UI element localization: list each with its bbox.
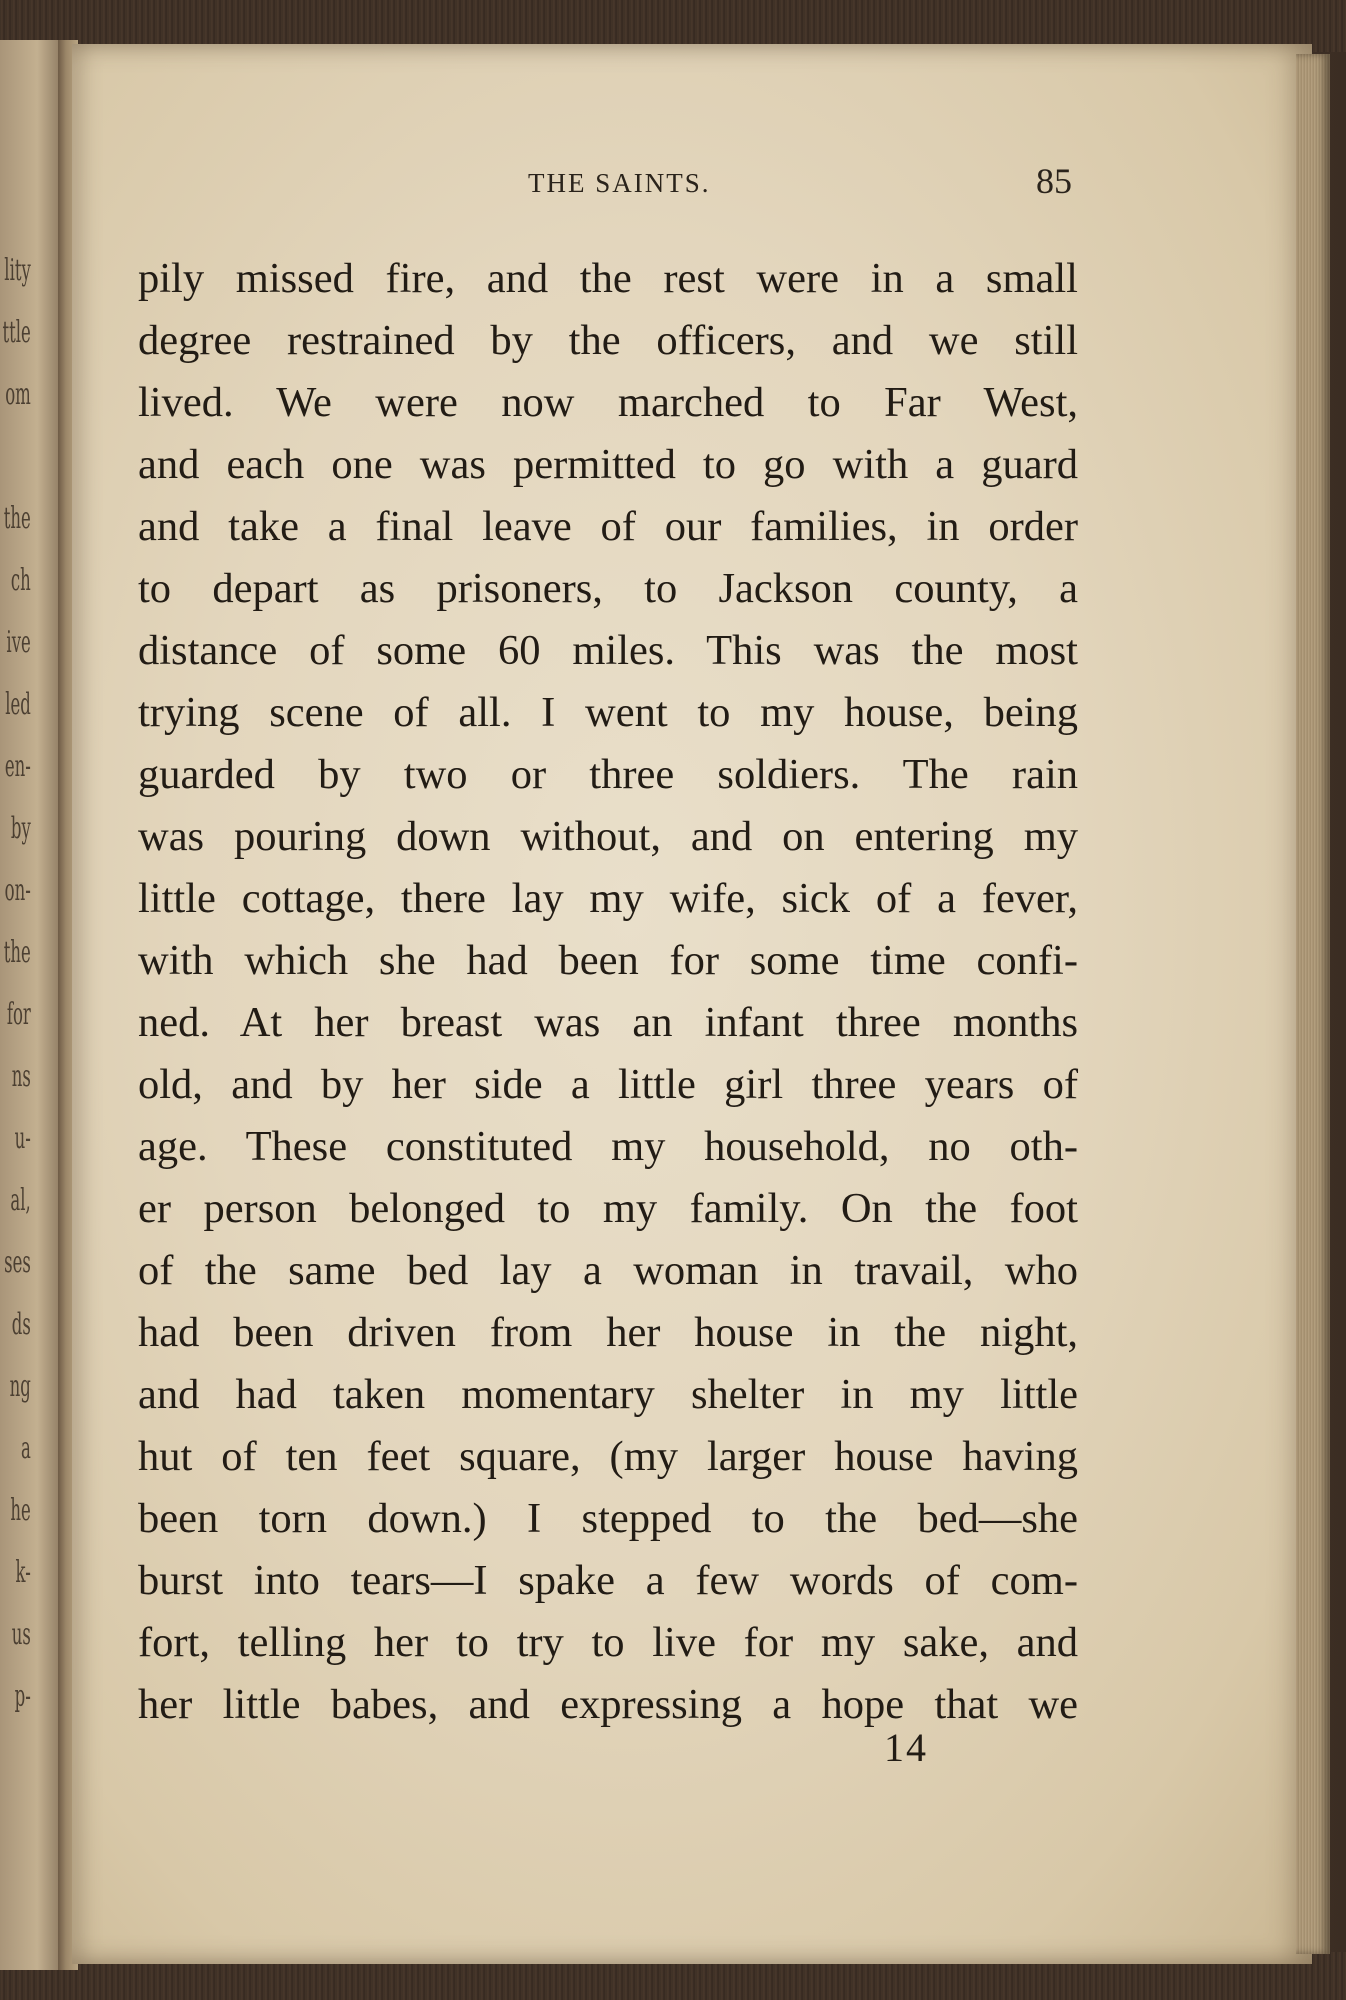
facing-page-fragment: lity xyxy=(4,253,31,288)
text-line: to depart as prisoners, to Jackson county, a xyxy=(138,565,1078,612)
page-edge-stack xyxy=(1296,54,1330,1954)
text-line: er person belonged to my family. On the foot xyxy=(138,1185,1078,1232)
text-line: hut of ten feet square, (my larger house having xyxy=(138,1433,1078,1480)
text-line: pily missed fire, and the rest were in a small xyxy=(138,255,1078,302)
facing-page-fragment: on- xyxy=(4,873,31,908)
facing-page-fragment: ses xyxy=(4,1245,31,1280)
facing-page-fragment: ds xyxy=(11,1307,31,1342)
facing-page-fragment: k- xyxy=(15,1555,31,1590)
page-number: 85 xyxy=(1036,161,1072,201)
facing-page-fragment: p- xyxy=(14,1679,31,1714)
text-line: old, and by her side a little girl three years of xyxy=(138,1061,1078,1108)
text-line: burst into tears—I spake a few words of com- xyxy=(138,1557,1078,1604)
facing-page-fragment: by xyxy=(10,811,31,846)
facing-page-fragment: ch xyxy=(10,563,31,598)
running-head: THE SAINTS. xyxy=(528,168,711,198)
text-line: and had taken momentary shelter in my little xyxy=(138,1371,1078,1418)
text-line: fort, telling her to try to live for my sake, and xyxy=(138,1619,1078,1666)
text-line: been torn down.) I stepped to the bed—she xyxy=(138,1495,1078,1542)
text-line: guarded by two or three soldiers. The rain xyxy=(138,751,1078,798)
text-line: had been driven from her house in the night, xyxy=(138,1309,1078,1356)
text-line: trying scene of all. I went to my house, being xyxy=(138,689,1078,736)
signature-mark: 14 xyxy=(884,1725,928,1770)
text-line: lived. We were now marched to Far West, xyxy=(138,379,1078,426)
facing-page-fragment: ns xyxy=(11,1059,31,1094)
facing-page-fragment: us xyxy=(11,1617,31,1652)
facing-page-fragment: ttle xyxy=(2,315,31,350)
facing-page-fragment: al, xyxy=(10,1183,31,1218)
facing-page-fragment: the xyxy=(3,501,31,536)
text-line: degree restrained by the officers, and we still xyxy=(138,317,1078,364)
text-line: distance of some 60 miles. This was the most xyxy=(138,627,1078,674)
text-line: was pouring down without, and on entering my xyxy=(138,813,1078,860)
text-line: and each one was permitted to go with a guard xyxy=(138,441,1078,488)
facing-page-fragment: for xyxy=(6,997,31,1032)
facing-page-fragment: led xyxy=(5,687,31,722)
facing-page-fragment: the xyxy=(3,935,31,970)
facing-page-fragment xyxy=(0,426,34,488)
facing-page-sliver xyxy=(0,40,62,1970)
facing-page-fragment: om xyxy=(5,377,31,412)
facing-page-fragment: a xyxy=(20,1431,31,1466)
facing-page-fragment: ng xyxy=(9,1369,31,1404)
facing-page-fragment: en- xyxy=(4,749,31,784)
text-line: and take a final leave of our families, in order xyxy=(138,503,1078,550)
text-line: little cottage, there lay my wife, sick of a fever, xyxy=(138,875,1078,922)
text-line: of the same bed lay a woman in travail, who xyxy=(138,1247,1078,1294)
text-line: her little babes, and expressing a hope that we xyxy=(138,1681,1078,1728)
facing-page-fragment: ive xyxy=(6,625,31,660)
text-line: with which she had been for some time confi- xyxy=(138,937,1078,984)
facing-page-fragment: u- xyxy=(14,1121,31,1156)
page-body-text xyxy=(138,248,1078,1736)
text-line: ned. At her breast was an infant three months xyxy=(138,999,1078,1046)
text-line: age. These constituted my household, no oth- xyxy=(138,1123,1078,1170)
facing-page-fragment: he xyxy=(10,1493,31,1528)
facing-page-text-fragments xyxy=(0,240,62,1728)
